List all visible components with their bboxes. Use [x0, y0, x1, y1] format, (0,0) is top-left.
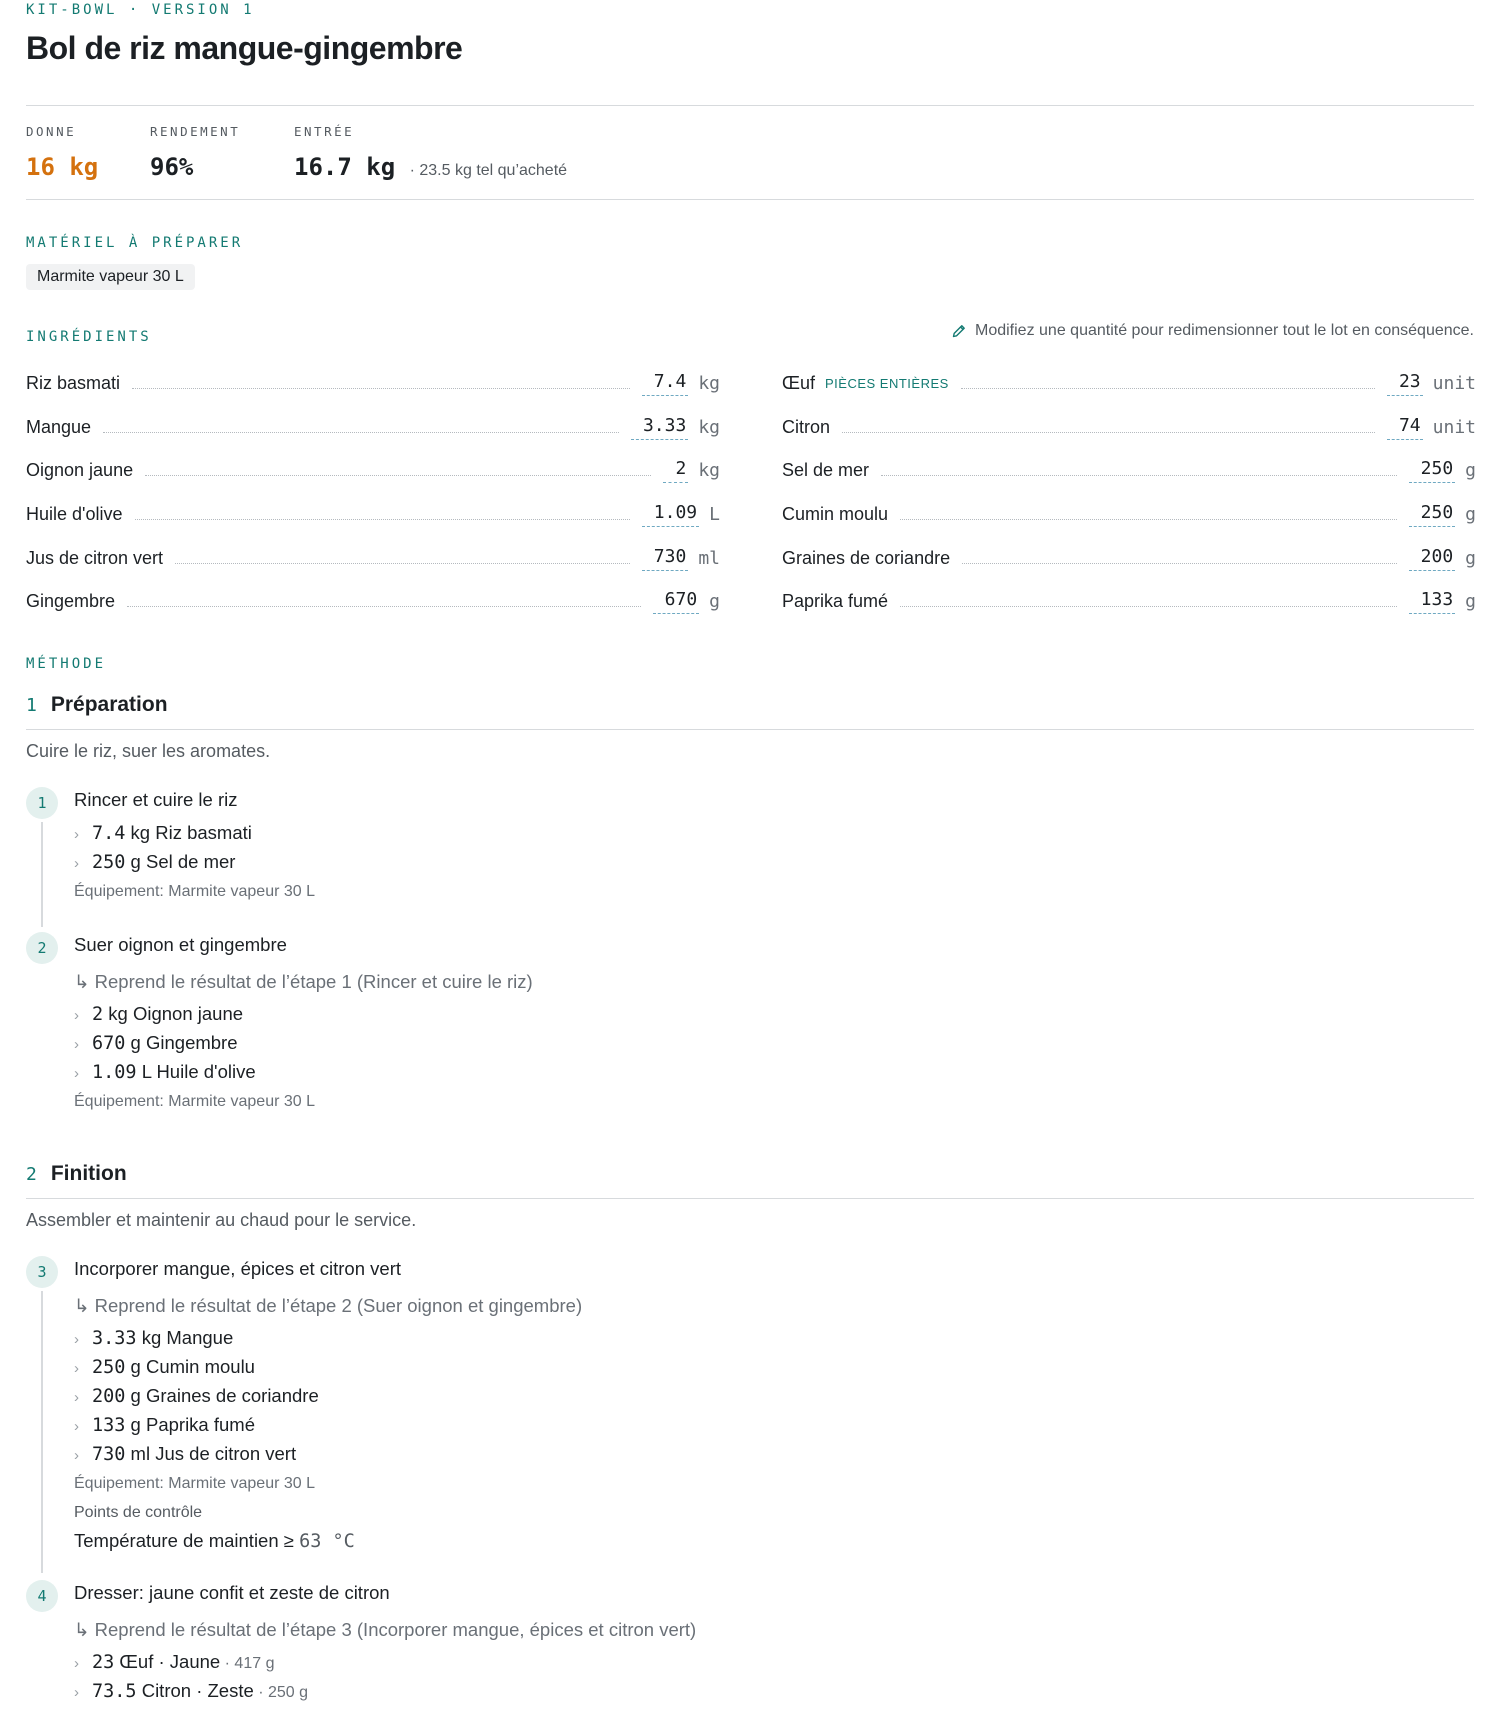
step-reference: ↳ Reprend le résultat de l’étape 1 (Rincer et cuire le riz) [74, 971, 533, 992]
ingredient-row [26, 493, 720, 537]
step [74, 788, 1454, 908]
phase-title: Préparation [50, 693, 168, 716]
step-reference: ↳ Reprend le résultat de l’étape 2 (Suer oignon et gingembre) [74, 1295, 583, 1316]
ingredients-right-column [782, 362, 1476, 624]
step-title: Dresser: jaune confit et zeste de citron [74, 1582, 390, 1603]
chevron-right-icon: › [74, 1331, 79, 1348]
ingredient-name: Cumin moulu [782, 504, 889, 525]
stat-label: DONNE [26, 124, 77, 139]
ingredient-row [26, 449, 720, 493]
chevron-right-icon: › [74, 1065, 79, 1082]
step-connector [41, 1291, 43, 1573]
dot-leader [127, 606, 641, 607]
ingredient-name: Graines de coriandre [782, 547, 951, 568]
recipe-kind-version: KIT-BOWL · VERSION 1 [26, 2, 255, 18]
checkpoint: Température de maintien ≥ 63 °C [74, 1530, 355, 1552]
step-title: Incorporer mangue, épices et citron vert [74, 1258, 401, 1279]
phase-title: Finition [50, 1162, 127, 1185]
divider [26, 199, 1474, 200]
equipment-chip: Marmite vapeur 30 L [26, 264, 195, 290]
stat-value: 96% [150, 153, 194, 181]
stat-value: 16 kg [26, 153, 99, 181]
step-badge: 3 [26, 1256, 58, 1288]
divider [26, 1198, 1474, 1199]
step-title: Suer oignon et gingembre [74, 934, 287, 955]
quantity-input[interactable]: 7.4 [642, 371, 689, 396]
chevron-right-icon: › [74, 1036, 79, 1053]
quantity-input[interactable]: 670 [653, 589, 700, 614]
dot-leader [132, 388, 630, 389]
step-equipment: Équipement: Marmite vapeur 30 L [74, 1093, 316, 1110]
quantity-unit: ml [698, 547, 720, 569]
step-ingredient: › 3.33 kg Mangue [74, 1323, 1454, 1352]
quantity-input[interactable]: 2 [663, 458, 688, 483]
quantity-input[interactable]: 730 [642, 546, 689, 571]
quantity-unit: kg [698, 460, 720, 482]
ingredient-row [782, 493, 1476, 537]
step-equipment: Équipement: Marmite vapeur 30 L [74, 1475, 316, 1492]
dot-leader [103, 432, 619, 433]
ingredient-name: Mangue [26, 416, 92, 437]
ingredient-row [26, 406, 720, 450]
step-ingredient: › 23 Œuf · Jaune · 417 g [74, 1647, 1454, 1676]
quantity-unit: L [709, 504, 720, 526]
step-equipment: Équipement: Marmite vapeur 30 L [74, 883, 316, 900]
step-ingredient: › 133 g Paprika fumé [74, 1410, 1454, 1439]
ingredients-section-label: INGRÉDIENTS [26, 329, 152, 345]
step-badge: 2 [26, 932, 58, 964]
pencil-icon [951, 323, 967, 339]
quantity-unit: g [1465, 504, 1476, 526]
step-title: Rincer et cuire le riz [74, 789, 238, 810]
step-badge: 1 [26, 787, 58, 819]
ingredient-name: Huile d'olive [26, 504, 123, 525]
ingredient-row [782, 406, 1476, 450]
equipment-section-label: MATÉRIEL À PRÉPARER [26, 235, 244, 251]
step-ingredient: › 2 kg Oignon jaune [74, 999, 1454, 1028]
step-ingredient: › 73.5 Citron · Zeste · 250 g [74, 1676, 1454, 1705]
dot-leader [900, 606, 1397, 607]
dot-leader [175, 563, 630, 564]
dot-leader [900, 519, 1397, 520]
ingredient-name: Oignon jaune [26, 460, 134, 481]
stat-value [294, 153, 567, 181]
quantity-unit: g [1465, 460, 1476, 482]
step-ingredient: › 1.09 L Huile d'olive [74, 1057, 1454, 1086]
quantity-unit: g [1465, 591, 1476, 613]
quantity-unit: g [1465, 547, 1476, 569]
checkpoints-label: Points de contrôle [74, 1504, 203, 1521]
step [74, 1257, 1454, 1556]
scale-hint [951, 322, 1474, 340]
quantity-input[interactable]: 23 [1387, 371, 1423, 396]
divider [26, 729, 1474, 730]
ingredient-name: Paprika fumé [782, 591, 889, 612]
dot-leader [842, 432, 1375, 433]
chevron-right-icon: › [74, 1655, 79, 1672]
quantity-unit: unit [1432, 416, 1476, 438]
chevron-right-icon: › [74, 1447, 79, 1464]
dot-leader [145, 475, 651, 476]
step-ingredient: › 200 g Graines de coriandre [74, 1381, 1454, 1410]
ingredient-name: Œuf [782, 373, 816, 394]
ingredient-row [26, 362, 720, 406]
phase-number: 1 [26, 695, 37, 716]
stat-input [294, 124, 567, 181]
chevron-right-icon: › [74, 1007, 79, 1024]
ingredient-name: Gingembre [26, 591, 116, 612]
step-ingredient: › 670 g Gingembre [74, 1028, 1454, 1057]
chevron-right-icon: › [74, 1360, 79, 1377]
input-weight: 16.7 kg [294, 153, 396, 181]
dot-leader [881, 475, 1397, 476]
ingredient-row [782, 536, 1476, 580]
step [74, 1581, 1454, 1705]
quantity-input[interactable]: 74 [1387, 415, 1423, 440]
stat-label: ENTRÉE [294, 124, 355, 139]
phase-description: Cuire le riz, suer les aromates. [26, 741, 271, 761]
stat-yield-percent [150, 124, 240, 181]
step-badge: 4 [26, 1580, 58, 1612]
quantity-unit: kg [698, 416, 720, 438]
step-reference: ↳ Reprend le résultat de l’étape 3 (Incorporer mangue, épices et citron vert) [74, 1619, 697, 1640]
ingredient-row [782, 449, 1476, 493]
quantity-input[interactable]: 250 [1409, 502, 1456, 527]
as-purchased-note: · 23.5 kg tel qu’acheté [409, 162, 568, 179]
chevron-right-icon: › [74, 1418, 79, 1435]
ingredient-name: Citron [782, 416, 831, 437]
step-ingredient: › 250 g Sel de mer [74, 847, 1454, 876]
hint-text: Modifiez une quantité pour redimensionner tout le lot en conséquence. [975, 322, 1474, 339]
ingredient-row [782, 580, 1476, 624]
quantity-input[interactable]: 1.09 [642, 502, 699, 527]
dot-leader [962, 563, 1397, 564]
chevron-right-icon: › [74, 1684, 79, 1701]
stat-yields [26, 124, 98, 181]
quantity-unit: g [709, 591, 720, 613]
ingredients-left-column [26, 362, 720, 624]
quantity-input[interactable]: 200 [1409, 546, 1456, 571]
ingredient-row [26, 580, 720, 624]
phase-header [26, 693, 168, 717]
stat-label: RENDEMENT [150, 124, 241, 139]
chevron-right-icon: › [74, 826, 79, 843]
page-title: Bol de riz mangue-gingembre [26, 30, 463, 66]
step [74, 933, 1454, 1118]
step-ingredient: › 250 g Cumin moulu [74, 1352, 1454, 1381]
phase-header [26, 1162, 127, 1186]
quantity-input[interactable]: 250 [1409, 458, 1456, 483]
step-ingredient: › 7.4 kg Riz basmati [74, 818, 1454, 847]
quantity-input[interactable]: 3.33 [631, 415, 688, 440]
ingredient-row [782, 362, 1476, 406]
step-ingredient: › 730 ml Jus de citron vert [74, 1439, 1454, 1468]
ingredient-name: Riz basmati [26, 373, 121, 394]
dot-leader [961, 388, 1375, 389]
quantity-unit: unit [1432, 373, 1476, 395]
chevron-right-icon: › [74, 1389, 79, 1406]
quantity-input[interactable]: 133 [1409, 589, 1456, 614]
step-connector [41, 822, 43, 927]
method-section-label: MÉTHODE [26, 656, 107, 672]
ingredient-row [26, 536, 720, 580]
ingredient-name: Sel de mer [782, 460, 870, 481]
checkpoint-value: 63 °C [299, 1531, 355, 1552]
quantity-unit: kg [698, 373, 720, 395]
phase-number: 2 [26, 1164, 37, 1185]
chevron-right-icon: › [74, 855, 79, 872]
ingredient-name: Jus de citron vert [26, 547, 164, 568]
phase-description: Assembler et maintenir au chaud pour le service. [26, 1210, 417, 1230]
dot-leader [135, 519, 630, 520]
divider [26, 105, 1474, 106]
ingredient-tag: PIÈCES ENTIÈRES [825, 376, 949, 392]
